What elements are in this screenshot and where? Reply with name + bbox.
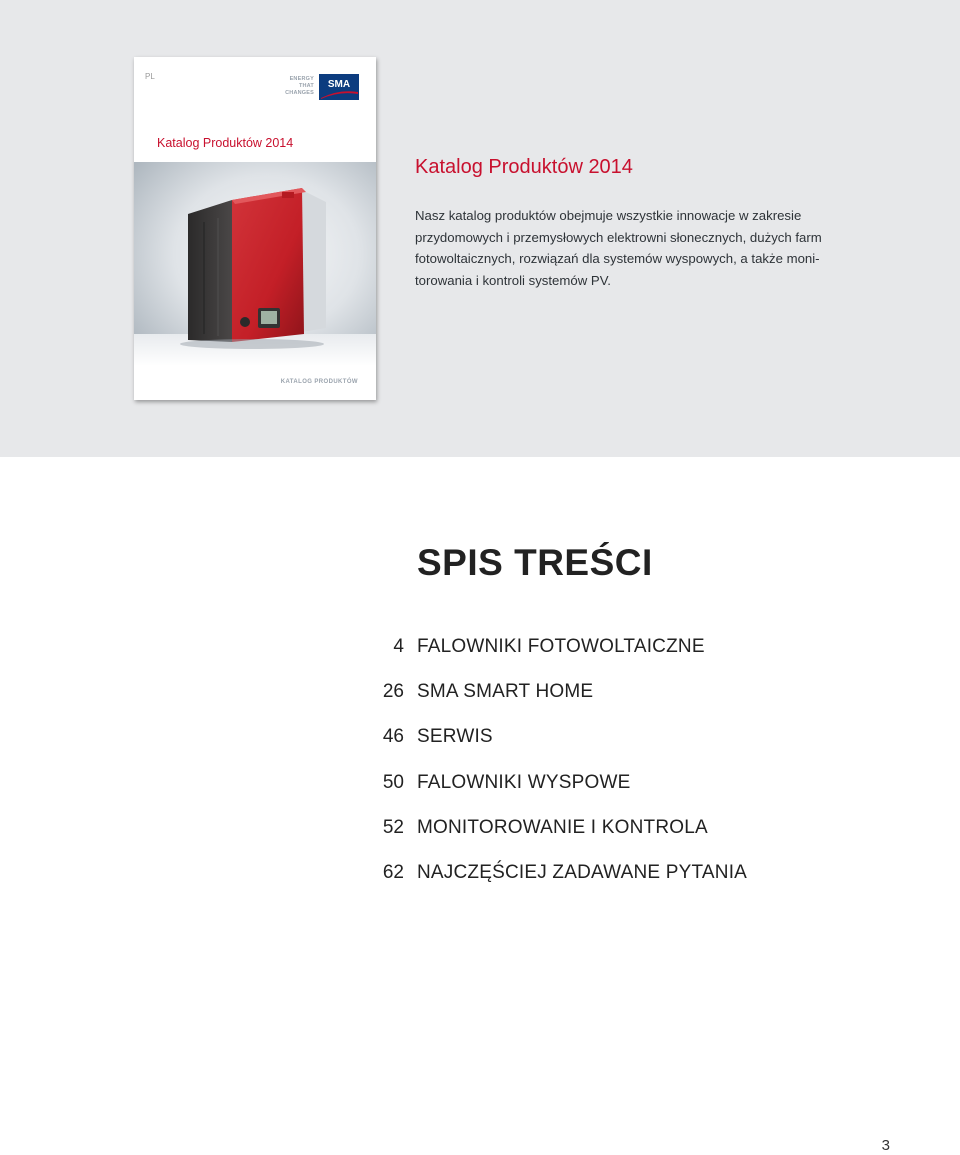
toc-page-number: 26 bbox=[382, 681, 404, 702]
catalog-cover-image bbox=[134, 57, 376, 400]
cover-bottom-label: KATALOG PRODUKTÓW bbox=[280, 379, 358, 385]
toc-item[interactable] bbox=[0, 772, 960, 800]
tagline-line: ENERGY bbox=[289, 76, 314, 82]
toc-heading: SPIS TREŚCI bbox=[417, 542, 653, 583]
logo-text: SMA bbox=[327, 79, 351, 90]
toc-item[interactable] bbox=[0, 681, 960, 709]
tagline-line: THAT bbox=[298, 83, 314, 89]
toc-item-label: SERWIS bbox=[417, 726, 493, 747]
intro-line: torowania i kontroli systemów PV. bbox=[415, 272, 611, 288]
sma-logo-icon bbox=[319, 74, 359, 100]
intro-paragraph bbox=[415, 205, 855, 291]
toc-item[interactable] bbox=[0, 636, 960, 664]
intro-line: przydomowych i przemysłowych elektrowni słonecznych, dużych farm bbox=[415, 229, 822, 245]
toc-page-number: 52 bbox=[382, 817, 404, 838]
toc-page-number: 46 bbox=[382, 726, 404, 747]
intro-line: Nasz katalog produktów obejmuje wszystkie innowacje w zakresie bbox=[415, 208, 802, 223]
toc-page-number: 4 bbox=[393, 636, 404, 657]
intro-line: fotowoltaicznych, rozwiązań dla systemów wyspowych, a także moni- bbox=[415, 251, 820, 266]
toc-item-label: FALOWNIKI WYSPOWE bbox=[417, 772, 631, 793]
toc-item[interactable] bbox=[0, 862, 960, 890]
tagline-line: CHANGES bbox=[285, 90, 314, 96]
toc-page-number: 50 bbox=[382, 772, 404, 793]
intro-title: Katalog Produktów 2014 bbox=[415, 156, 633, 178]
cover-language-code: PL bbox=[145, 72, 155, 81]
toc-item-label: FALOWNIKI FOTOWOLTAICZNE bbox=[417, 636, 705, 657]
toc-item[interactable] bbox=[0, 817, 960, 845]
toc-item[interactable] bbox=[0, 726, 960, 754]
toc-item-label: MONITOROWANIE I KONTROLA bbox=[417, 817, 708, 838]
cover-title: Katalog Produktów 2014 bbox=[157, 136, 294, 150]
toc-item-label: SMA SMART HOME bbox=[417, 681, 594, 702]
page-number: 3 bbox=[881, 1137, 890, 1154]
toc-item-label: NAJCZĘŚCIEJ ZADAWANE PYTANIA bbox=[417, 862, 748, 883]
cover-tagline bbox=[274, 76, 314, 97]
toc-page-number: 62 bbox=[382, 862, 404, 883]
solar-inverter-photo bbox=[134, 162, 376, 366]
